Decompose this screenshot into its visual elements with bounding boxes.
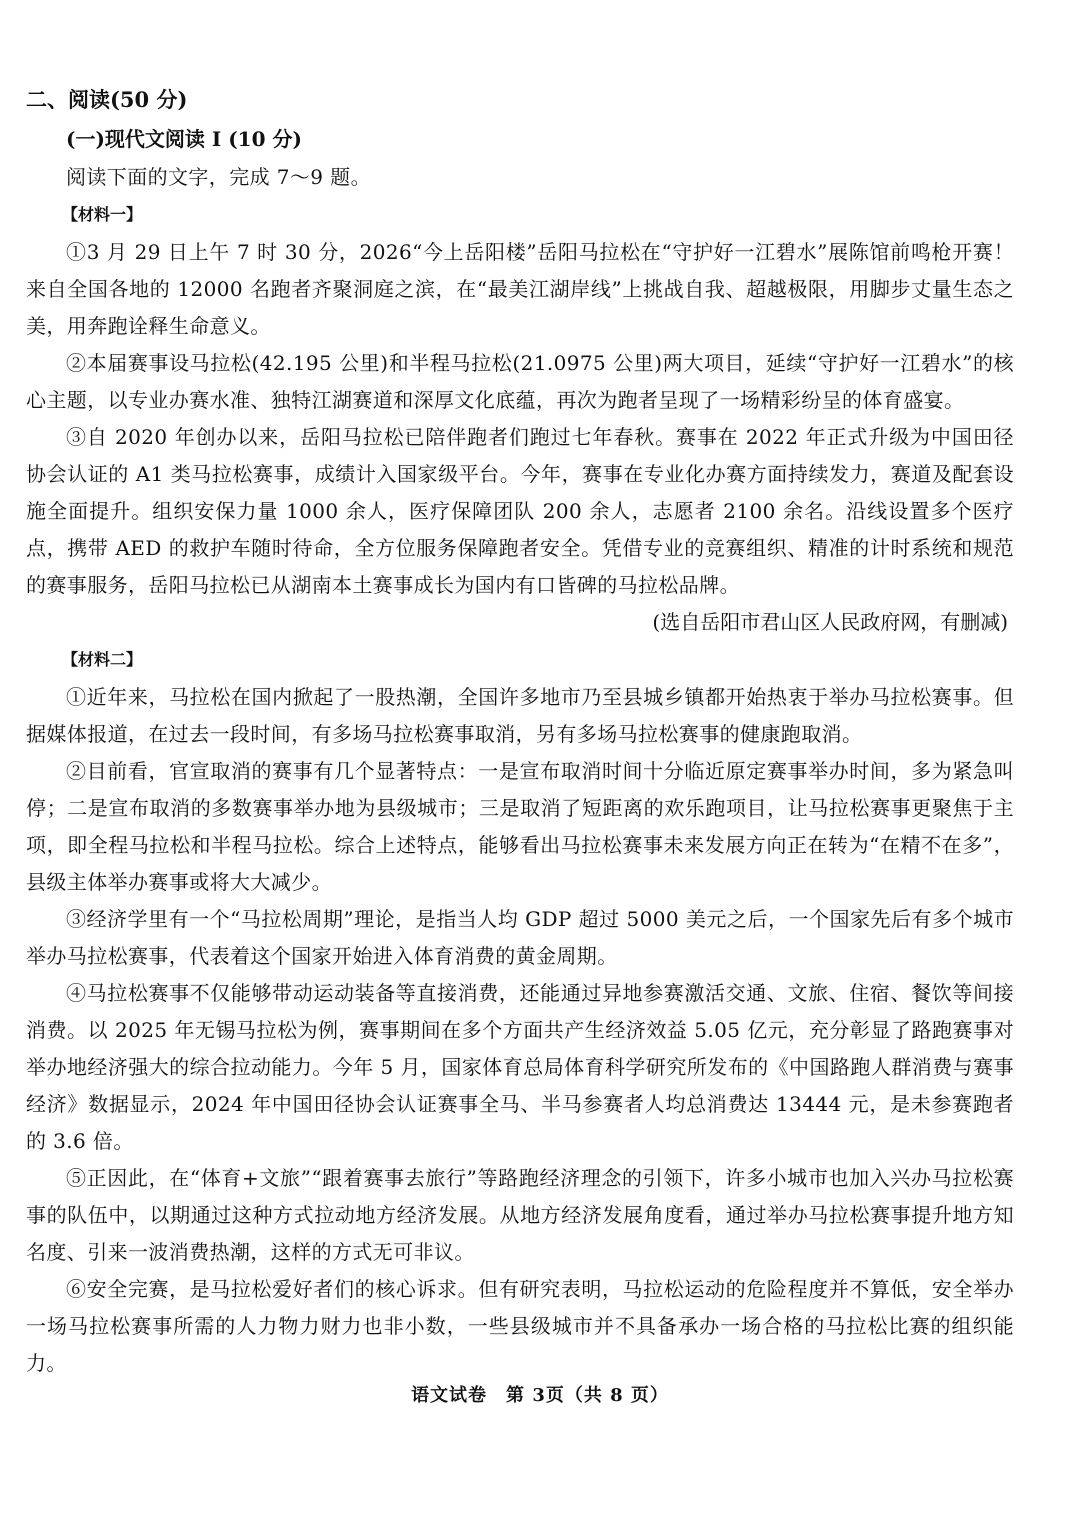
material-1-paragraph-1: ①3 月 29 日上午 7 时 30 分，2026“今上岳阳楼”岳阳马拉松在“守护好一江碧水”展陈馆前鸣枪开赛！来自全国各地的 12000 名跑者齐聚洞庭之滨，在“最美江湖岸线”上挑战自我、超越极限，用脚步丈量生态之美，用奔跑诠释生命意义。 bbox=[26, 240, 1014, 338]
page-footer: 语文试卷 第 3页（共 8 页） bbox=[411, 1385, 669, 1406]
material-2-paragraph-5: ⑤正因此，在“体育+文旅”“跟着赛事去旅行”等路跑经济理念的引领下，许多小城市也加入兴办马拉松赛事的队伍中，以期通过这种方式拉动地方经济发展。从地方经济发展角度看，通过举办马拉松赛事提升地方知名度、引来一波消费热潮，这样的方式无可非议。 bbox=[26, 1166, 1014, 1264]
material-1-label: 【材料一】 bbox=[62, 205, 143, 224]
material-1-source: (选自岳阳市君山区人民政府网，有删减) bbox=[652, 610, 1008, 634]
page-content bbox=[26, 80, 1014, 1382]
material-1-paragraph-3: ③自 2020 年创办以来，岳阳马拉松已陪伴跑者们跑过七年春秋。赛事在 2022 年正式升级为中国田径协会认证的 A1 类马拉松赛事，成绩计入国家级平台。今年，赛事在专业化办赛方面持续发力，赛道及配套设施全面提升。组织安保力量 1000 余人，医疗保障团队 200 余人，志愿者 2100 余名。沿线设置多个医疗点，携带 AED 的救护车随时待命，全方位服务保障跑者安全。凭借专业的竞赛组织、精准的计时系统和规范的赛事服务，岳阳马拉松已从湖南本土赛事成长为国内有口皆碑的马拉松品牌。 bbox=[26, 425, 1014, 597]
section-title: 二、阅读(50 分) bbox=[26, 87, 188, 112]
subsection-title: (一)现代文阅读 I (10 分) bbox=[66, 127, 302, 151]
material-2-paragraph-4: ④马拉松赛事不仅能够带动运动装备等直接消费，还能通过异地参赛激活交通、文旅、住宿、餐饮等间接消费。以 2025 年无锡马拉松为例，赛事期间在多个方面共产生经济效益 5.05 亿元，充分彰显了路跑赛事对举办地经济强大的综合拉动能力。今年 5 月，国家体育总局体育科学研究所发布的《中国路跑人群消费与赛事经济》数据显示，2024 年中国田径协会认证赛事全马、半马参赛者人均总消费达 13444 元，是未参赛跑者的 3.6 倍。 bbox=[26, 981, 1014, 1153]
instruction-text: 阅读下面的文字，完成 7～9 题。 bbox=[66, 165, 371, 189]
material-2-paragraph-1: ①近年来，马拉松在国内掀起了一股热潮，全国许多地市乃至县城乡镇都开始热衷于举办马拉松赛事。但据媒体报道，在过去一段时间，有多场马拉松赛事取消，另有多场马拉松赛事的健康跑取消。 bbox=[26, 685, 1014, 746]
material-1-paragraph-2: ②本届赛事设马拉松(42.195 公里)和半程马拉松(21.0975 公里)两大项目，延续“守护好一江碧水”的核心主题，以专业办赛水准、独特江湖赛道和深厚文化底蕴，再次为跑者呈现了一场精彩纷呈的体育盛宴。 bbox=[26, 351, 1014, 412]
material-2-paragraph-6: ⑥安全完赛，是马拉松爱好者们的核心诉求。但有研究表明，马拉松运动的危险程度并不算低，安全举办一场马拉松赛事所需的人力物力财力也非小数，一些县级城市并不具备承办一场合格的马拉松比赛的组织能力。 bbox=[26, 1277, 1014, 1375]
material-2-label: 【材料二】 bbox=[62, 650, 143, 669]
material-2-paragraph-2: ②目前看，官宣取消的赛事有几个显著特点：一是宣布取消时间十分临近原定赛事举办时间，多为紧急叫停；二是宣布取消的多数赛事举办地为县级城市；三是取消了短距离的欢乐跑项目，让马拉松赛事更聚焦于主项，即全程马拉松和半程马拉松。综合上述特点，能够看出马拉松赛事未来发展方向正在转为“在精不在多”，县级主体举办赛事或将大大减少。 bbox=[26, 759, 1014, 894]
material-2-paragraph-3: ③经济学里有一个“马拉松周期”理论，是指当人均 GDP 超过 5000 美元之后，一个国家先后有多个城市举办马拉松赛事，代表着这个国家开始进入体育消费的黄金周期。 bbox=[26, 907, 1014, 968]
